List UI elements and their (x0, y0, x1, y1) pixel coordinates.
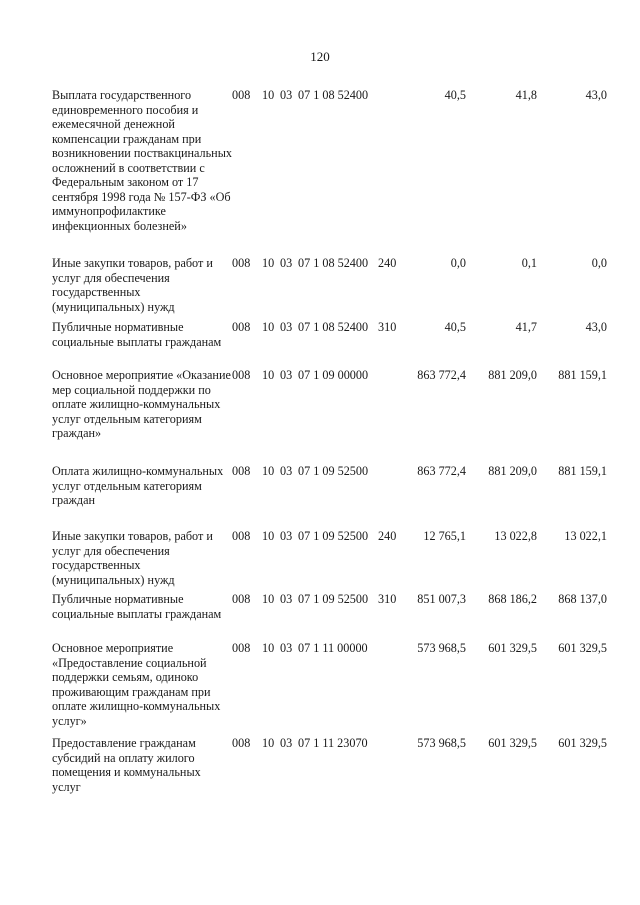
value-year-3: 43,0 (585, 320, 607, 334)
expense-type-code: 310 (378, 320, 397, 334)
row-name: Основное мероприятие «Оказание мер социальной поддержки по оплате жилищно-коммунальных услуг отдельным категориям граждан» (52, 368, 231, 440)
ministry-code: 008 (232, 641, 251, 655)
page-number: 120 (310, 49, 330, 64)
target-article-code: 07 1 08 52400 (298, 256, 369, 270)
ministry-code: 008 (232, 320, 251, 334)
section-code: 10 (262, 529, 275, 543)
target-article-code: 07 1 08 52400 (298, 320, 369, 334)
section-code: 10 (262, 88, 275, 102)
value-year-1: 12 765,1 (423, 529, 466, 543)
ministry-code: 008 (232, 464, 251, 478)
row-name: Иные закупки товаров, работ и услуг для обеспечения государственных (муниципальных) нужд (52, 529, 213, 587)
target-article-code: 07 1 11 23070 (298, 736, 368, 750)
value-year-3: 868 137,0 (558, 592, 607, 606)
subsection-code: 03 (280, 368, 293, 382)
subsection-code: 03 (280, 736, 293, 750)
row-name: Иные закупки товаров, работ и услуг для обеспечения государственных (муниципальных) нужд (52, 256, 213, 314)
value-year-3: 43,0 (585, 88, 607, 102)
value-year-3: 13 022,1 (564, 529, 607, 543)
value-year-1: 573 968,5 (417, 641, 466, 655)
value-year-1: 863 772,4 (417, 464, 466, 478)
section-code: 10 (262, 256, 275, 270)
section-code: 10 (262, 736, 275, 750)
expense-type-code: 310 (378, 592, 397, 606)
subsection-code: 03 (280, 464, 293, 478)
section-code: 10 (262, 592, 275, 606)
value-year-2: 601 329,5 (488, 641, 537, 655)
value-year-2: 41,8 (515, 88, 537, 102)
row-name: Предоставление гражданам субсидий на оплату жилого помещения и коммунальных услуг (52, 736, 201, 794)
row-name: Публичные нормативные социальные выплаты гражданам (52, 592, 222, 621)
target-article-code: 07 1 09 52500 (298, 529, 369, 543)
row-name: Оплата жилищно-коммунальных услуг отдельным категориям граждан (52, 464, 224, 507)
value-year-3: 601 329,5 (558, 641, 607, 655)
section-code: 10 (262, 320, 275, 334)
value-year-1: 573 968,5 (417, 736, 466, 750)
target-article-code: 07 1 08 52400 (298, 88, 369, 102)
value-year-2: 41,7 (515, 320, 537, 334)
value-year-1: 40,5 (444, 320, 466, 334)
value-year-3: 601 329,5 (558, 736, 607, 750)
subsection-code: 03 (280, 320, 293, 334)
ministry-code: 008 (232, 529, 251, 543)
expense-type-code: 240 (378, 529, 397, 543)
ministry-code: 008 (232, 592, 251, 606)
value-year-2: 881 209,0 (488, 368, 537, 382)
subsection-code: 03 (280, 88, 293, 102)
ministry-code: 008 (232, 88, 251, 102)
target-article-code: 07 1 09 52500 (298, 464, 369, 478)
target-article-code: 07 1 09 00000 (298, 368, 369, 382)
row-name: Публичные нормативные социальные выплаты гражданам (52, 320, 222, 349)
value-year-2: 601 329,5 (488, 736, 537, 750)
section-code: 10 (262, 368, 275, 382)
row-name: Выплата государственного единовременного пособия и ежемесячной денежной компенсации гражданам при возникновении поствакцинальных осложнений в соответствии с Федеральным законом от 17 сентября 1998 года № 157-ФЗ «Об иммунопрофилактике инфекционных болезней» (52, 88, 232, 233)
expense-type-code: 240 (378, 256, 397, 270)
value-year-2: 13 022,8 (494, 529, 537, 543)
value-year-1: 863 772,4 (417, 368, 466, 382)
value-year-2: 881 209,0 (488, 464, 537, 478)
subsection-code: 03 (280, 529, 293, 543)
subsection-code: 03 (280, 256, 293, 270)
value-year-2: 0,1 (521, 256, 537, 270)
value-year-3: 881 159,1 (558, 464, 607, 478)
target-article-code: 07 1 09 52500 (298, 592, 369, 606)
ministry-code: 008 (232, 368, 251, 382)
subsection-code: 03 (280, 592, 293, 606)
value-year-2: 868 186,2 (488, 592, 537, 606)
section-code: 10 (262, 641, 275, 655)
value-year-3: 0,0 (591, 256, 607, 270)
target-article-code: 07 1 11 00000 (298, 641, 368, 655)
value-year-3: 881 159,1 (558, 368, 607, 382)
subsection-code: 03 (280, 641, 293, 655)
value-year-1: 0,0 (450, 256, 466, 270)
ministry-code: 008 (232, 736, 251, 750)
row-name: Основное мероприятие «Предоставление социальной поддержки семьям, одиноко проживающим гражданам при оплате жилищно-коммунальных услуг» (52, 641, 221, 728)
value-year-1: 40,5 (444, 88, 466, 102)
value-year-1: 851 007,3 (417, 592, 466, 606)
section-code: 10 (262, 464, 275, 478)
ministry-code: 008 (232, 256, 251, 270)
